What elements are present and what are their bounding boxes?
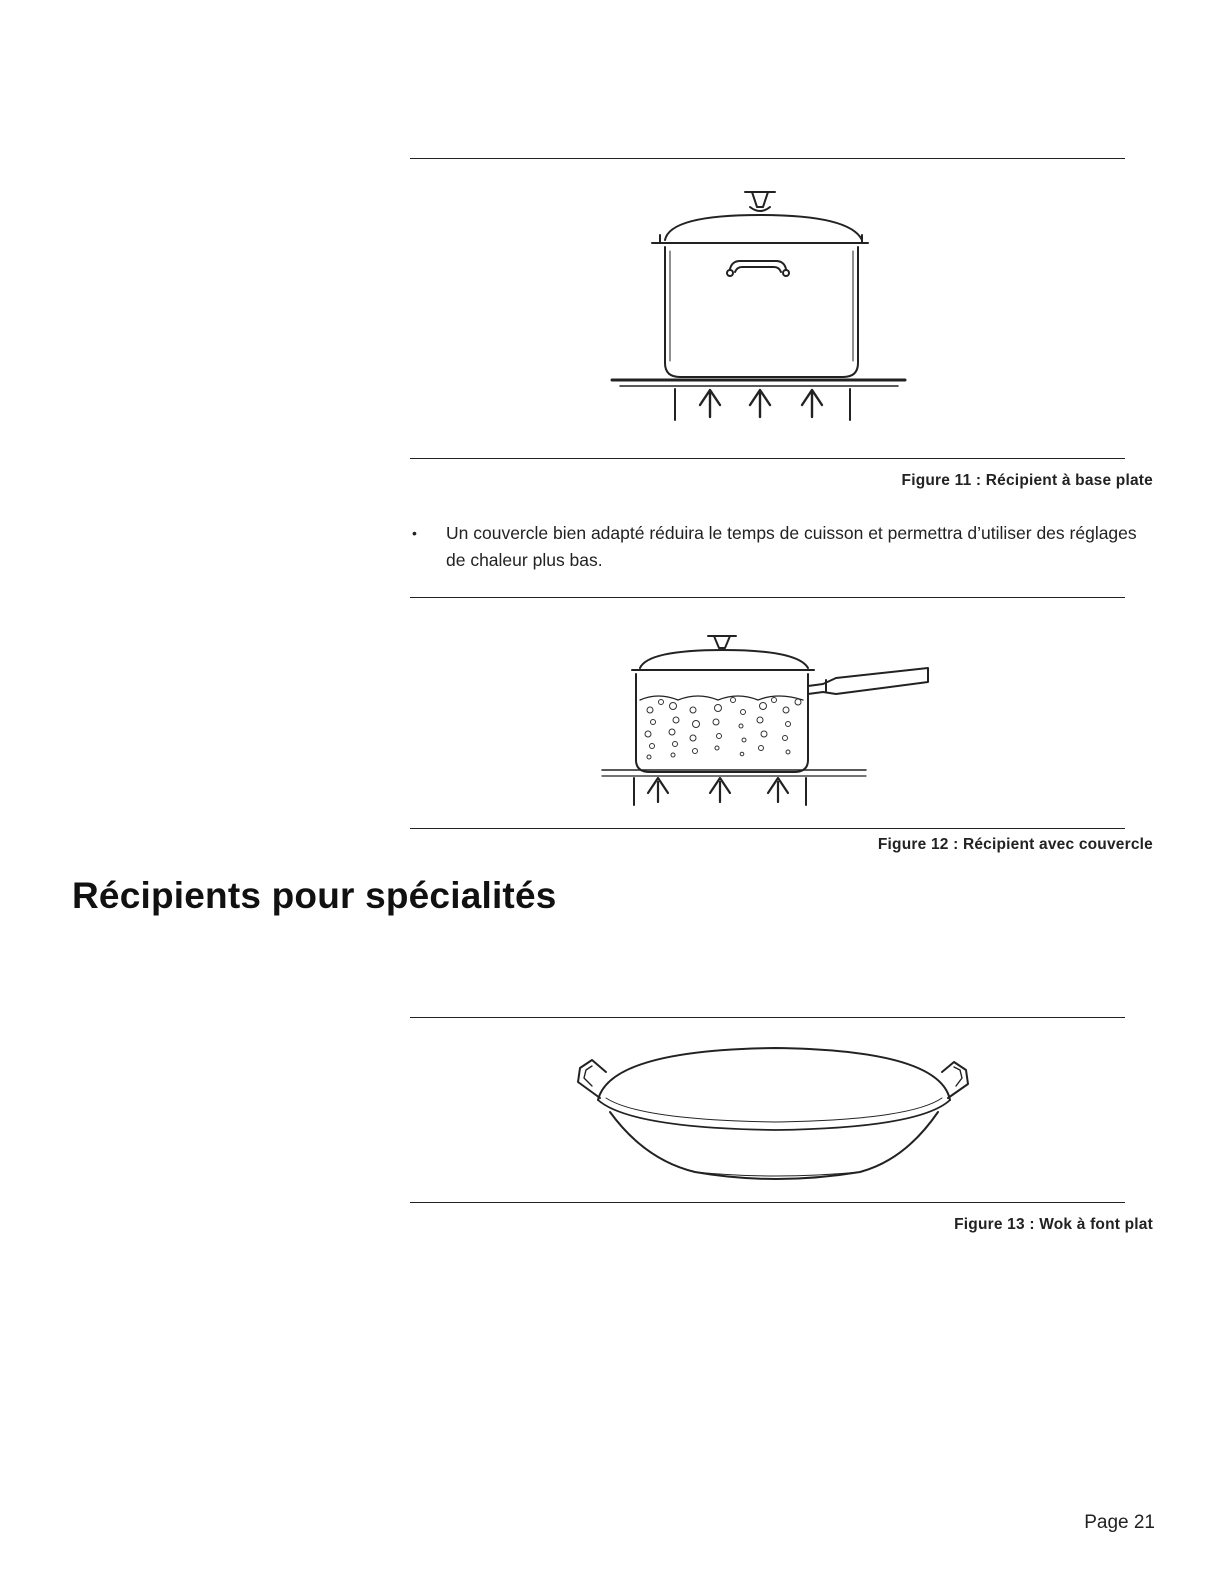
figure-11-caption: Figure 11 : Récipient à base plate — [901, 472, 1153, 489]
figure-13-bottom-rule — [410, 1202, 1125, 1203]
figure-11-top-rule — [410, 158, 1125, 159]
bullet-item — [412, 520, 1152, 574]
figure-12-caption: Figure 12 : Récipient avec couvercle — [877, 836, 1153, 853]
page-number: Page 21 — [1084, 1512, 1155, 1533]
bullet-marker: • — [412, 525, 417, 541]
figure-11-bottom-rule — [410, 458, 1125, 459]
pot-with-lid-illustration — [598, 630, 938, 810]
bullet-text: Un couvercle bien adapté réduira le temps de cuisson et permettra d’utiliser des réglages de chaleur plus bas. — [446, 523, 1137, 570]
flat-bottom-pot-illustration — [600, 185, 920, 430]
flat-bottom-wok-illustration — [570, 1040, 980, 1190]
figure-12-top-rule — [410, 597, 1125, 598]
figure-13-top-rule — [410, 1017, 1125, 1018]
figure-13-caption: Figure 13 : Wok à font plat — [954, 1216, 1153, 1233]
figure-12-bottom-rule — [410, 828, 1125, 829]
section-title: Récipients pour spécialités — [72, 875, 557, 916]
